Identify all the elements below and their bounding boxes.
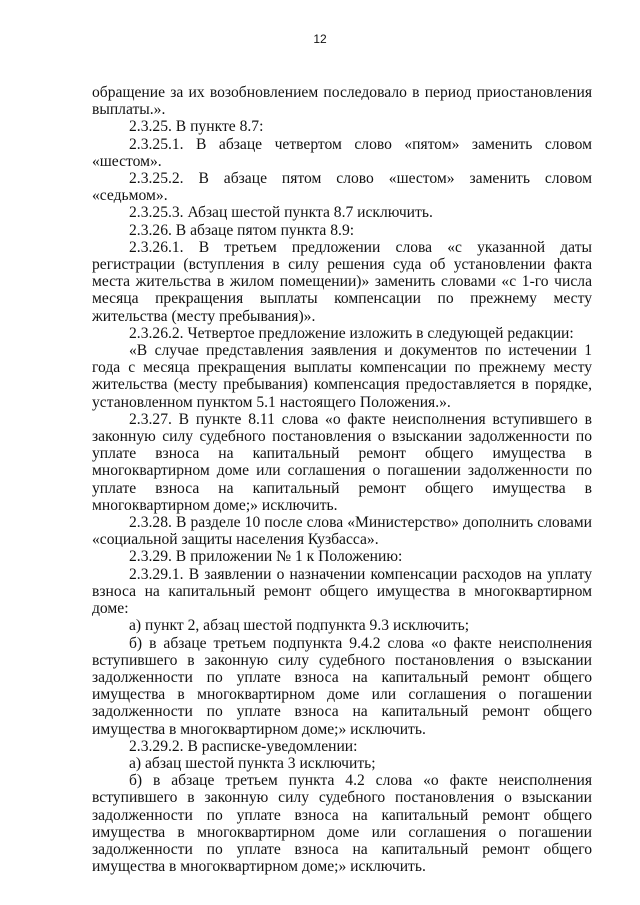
paragraph-2-3-26-2: 2.3.26.2. Четвертое предложение изложить в следующей редакции: bbox=[129, 324, 574, 342]
paragraph-2-3-26: 2.3.26. В абзаце пятом пункта 8.9: bbox=[129, 221, 355, 239]
paragraph-2-3-29-1: 2.3.29.1. В заявлении о назначении компенсации расходов на уплату взноса на капитальный ремонт общего имущества в многоквартирном доме: bbox=[92, 565, 592, 618]
paragraph-2-3-26-1: 2.3.26.1. В третьем предложении слова «с указанной даты регистрации (вступления в силу решения суда об установлении факта места жительства в жилом помещении)» заменить словами «с 1-го числа месяца прекращения выплаты компенсации по прежнему месту жительства (месту пребывания)». bbox=[92, 238, 592, 325]
document-body bbox=[92, 84, 592, 875]
paragraph-2-3-29: 2.3.29. В приложении № 1 к Положению: bbox=[129, 548, 403, 566]
paragraph-2-3-29-2: 2.3.29.2. В расписке-уведомлении: bbox=[129, 737, 358, 755]
paragraph-2-3-27: 2.3.27. В пункте 8.11 слова «о факте неисполнения вступившего в законную силу судебного постановления о взыскании задолженности по уплате взноса на капитальный ремонт общего имущества в многоквартирном доме или соглашения о погашении задолженности по уплате взноса на капитальный ремонт общего имущества в многоквартирном доме;» исключить. bbox=[92, 410, 592, 514]
paragraph-2-3-25-3: 2.3.25.3. Абзац шестой пункта 8.7 исключить. bbox=[129, 204, 433, 222]
paragraph-continuation: обращение за их возобновлением последовало в период приостановления выплаты.». bbox=[92, 84, 592, 119]
paragraph-item-a-2: а) абзац шестой пункта 3 исключить; bbox=[129, 754, 376, 772]
paragraph-2-3-25-2: 2.3.25.2. В абзаце пятом слово «шестом» заменить словом «седьмом». bbox=[92, 170, 592, 205]
paragraph-item-a-1: а) пункт 2, абзац шестой подпункта 9.3 исключить; bbox=[129, 617, 470, 635]
paragraph-item-b-1: б) в абзаце третьем подпункта 9.4.2 слова «о факте неисполнения вступившего в законную силу судебного постановления о взыскании задолженности по уплате взноса на капитальный ремонт общего имущества в многоквартирном доме или соглашения о погашении задолженности по уплате взноса на капитальный ремонт общего имущества в многоквартирном доме;» исключить. bbox=[92, 634, 592, 738]
paragraph-quoted-text: «В случае представления заявления и документов по истечении 1 года с месяца прекращения выплаты компенсации по прежнему месту жительства (месту пребывания) компенсация предоставляется в порядке, установленном пунктом 5.1 настоящего Положения.». bbox=[92, 342, 592, 411]
paragraph-2-3-28: 2.3.28. В разделе 10 после слова «Министерство» дополнить словами «социальной защиты населения Кузбасса». bbox=[92, 514, 592, 549]
paragraph-2-3-25: 2.3.25. В пункте 8.7: bbox=[129, 118, 264, 136]
paragraph-2-3-25-1: 2.3.25.1. В абзаце четвертом слово «пятом» заменить словом «шестом». bbox=[92, 135, 592, 170]
page-number: 12 bbox=[313, 32, 327, 46]
paragraph-item-b-2: б) в абзаце третьем пункта 4.2 слова «о факте неисполнения вступившего в законную силу судебного постановления о взыскании задолженности по уплате взноса на капитальный ремонт общего имущества в многоквартирном доме или соглашения о погашении задолженности по уплате взноса на капитальный ремонт общего имущества в многоквартирном доме;» исключить. bbox=[92, 772, 592, 876]
